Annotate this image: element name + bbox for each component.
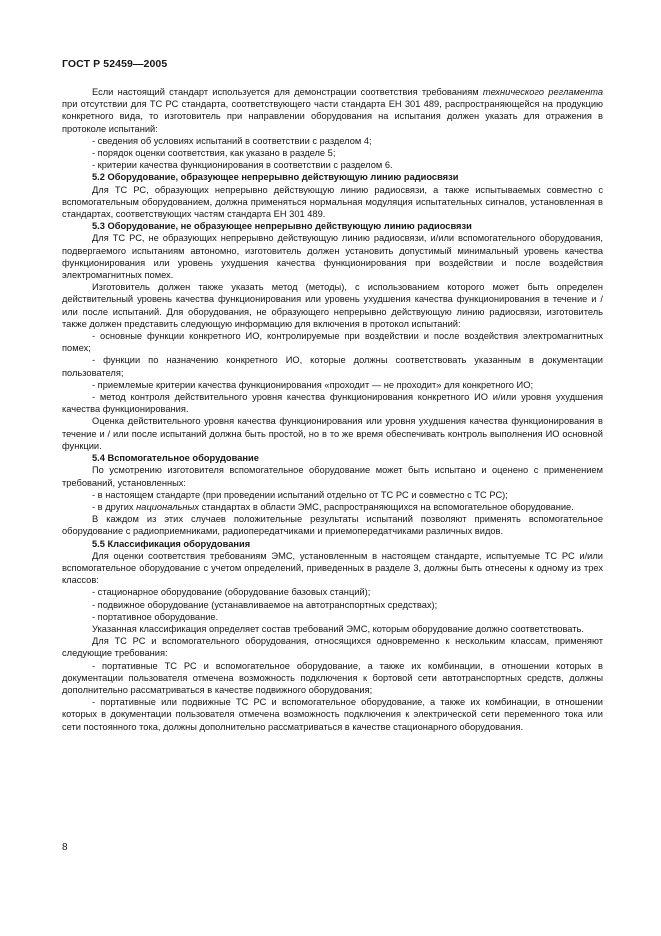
paragraph-intro: Если настоящий стандарт используется для демонстрации соответствия требованиям технического регламента при отсутствии для ТС РС стандарта, соответствующего части стандарта ЕН 301 489, распространяющейся на продукцию конкретного вида, то изготовитель при направлении оборудования на испытания должен указать для отражения в протоколе испытаний: [62, 87, 603, 134]
page-number: 8 [62, 842, 68, 853]
list-item: - критерии качества функционирования в соответствии с разделом 6. [92, 160, 393, 171]
section-heading-5-2: 5.2 Оборудование, образующее непрерывно действующую линию радиосвязи [92, 172, 459, 183]
paragraph: Оценка действительного уровня качества функционирования или уровня ухудшения качества функционирования в течение и / или после испытаний должна быть простой, но в то же время обеспечивать контроль выполнения ИО основной функции. [62, 416, 603, 451]
list-item: - сведения об условиях испытаний в соответствии с разделом 4; [92, 135, 372, 146]
list-item: - стационарное оборудование (оборудование базовых станций); [92, 587, 371, 598]
paragraph: Для ТС РС, образующих непрерывно действующую линию радиосвязи, а также испытываемых совместно с вспомогательным оборудованием, должна применяться нормальная модуляция испытательных сигналов, установленная в стандартах, соответствующих частям стандарта ЕН 301 489. [62, 184, 603, 220]
section-heading-5-3: 5.3 Оборудование, не образующее непрерывно действующую линию радиосвязи [92, 221, 472, 232]
document-header: ГОСТ Р 52459—2005 [62, 58, 168, 70]
list-item: - портативное оборудование. [92, 611, 219, 622]
list-item: - в настоящем стандарте (при проведении испытаний отдельно от ТС РС и совместно с ТС РС); [92, 489, 508, 500]
list-item: - основные функции конкретного ИО, контролируемые при воздействии и после воздействия электромагнитных помех; [62, 331, 603, 354]
list-item: - портативные или подвижные ТС РС и вспомогательное оборудование, а также их комбинации, в отношении которых в документации пользователя отмечена возможность подключения к электрической сети переменного тока или сети постоянного тока, должны дополнительно рассматриваться в качестве стационарного оборудования. [62, 697, 603, 732]
list-item: - метод контроля действительного уровня качества функционирования конкретного ИО и/или уровня ухудшения качества функционирования. [62, 392, 603, 415]
document-body [62, 86, 603, 733]
list-item: - в других национальных стандартах в области ЭМС, распространяющихся на вспомогательное оборудование. [92, 501, 574, 512]
section-heading-5-5: 5.5 Классификация оборудования [92, 538, 251, 549]
paragraph: По усмотрению изготовителя вспомогательное оборудование может быть испытано и оценено с применением требований, установленных: [62, 465, 603, 488]
list-item: - функции по назначению конкретного ИО, которые должны соответствовать указанным в документации пользователя; [62, 355, 603, 378]
list-item: - приемлемые критерии качества функционирования «проходит — не проходит» для конкретного ИО; [92, 379, 534, 390]
paragraph: В каждом из этих случаев положительные результаты испытаний позволяют применять вспомогательное оборудование с радиоприемниками, радиопередатчиками и приемопередатчиками различных видов. [62, 514, 603, 537]
list-item: - портативные ТС РС и вспомогательное оборудование, а также их комбинации, в отношении которых в документации пользователя отмечена возможность подключения к бортовой сети автотранспортных средств, должны дополнительно рассматриваться в качестве подвижного оборудования; [62, 660, 603, 695]
paragraph: Изготовитель должен также указать метод (методы), с использованием которого может быть определен действительный уровень качества функционирования или уровень ухудшения качества функционирования в течение и / или после испытаний. Для оборудования, не образующего непрерывно действующую линию радиосвязи, изготовитель также должен представить следующую информацию для включения в протокол испытаний: [62, 282, 603, 329]
paragraph: Для ТС РС, не образующих непрерывно действующую линию радиосвязи, и/или вспомогательного оборудования, подвергаемого испытаниям автономно, изготовитель должен установить допустимый минимальный уровень качества функционирования или уровень ухудшения качества функционирования при воздействии и после воздействия электромагнитных помех. [62, 233, 603, 281]
list-item: - подвижное оборудование (устанавливаемое на автотранспортных средствах); [92, 599, 438, 610]
list-item: - порядок оценки соответствия, как указано в разделе 5; [92, 148, 336, 159]
paragraph: Для оценки соответствия требованиям ЭМС, установленным в настоящем стандарте, испытуемые ТС РС и/или вспомогательное оборудование с учетом определений, приведенных в разделе 3, должны быть отнесены к одному из трех классов: [62, 550, 603, 586]
paragraph: Для ТС РС и вспомогательного оборудования, относящихся одновременно к нескольким классам, применяют следующие требования: [62, 636, 603, 659]
section-heading-5-4: 5.4 Вспомогательное оборудование [92, 453, 259, 464]
paragraph: Указанная классификация определяет состав требований ЭМС, которым оборудование должно соответствовать. [92, 623, 584, 634]
